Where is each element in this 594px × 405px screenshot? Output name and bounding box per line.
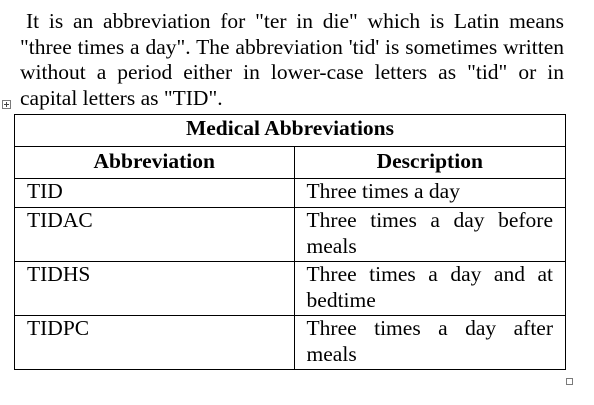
header-abbreviation: Abbreviation — [15, 147, 295, 179]
table-caption-row — [15, 115, 566, 147]
table-caption: Medical Abbreviations — [15, 115, 566, 147]
table-row — [15, 208, 566, 262]
cell-abbreviation: TIDPC — [15, 316, 295, 370]
table-row — [15, 262, 566, 316]
cell-description: Three times a day and at bedtime — [294, 262, 565, 316]
table-resize-handle-icon[interactable] — [566, 378, 573, 385]
cell-description: Three times a day — [294, 179, 565, 208]
table-row — [15, 179, 566, 208]
table-row — [15, 316, 566, 370]
table-header-row — [15, 147, 566, 179]
cell-abbreviation: TIDAC — [15, 208, 295, 262]
intro-paragraph: It is an abbreviation for "ter in die" which is Latin means "three times a day". The abbreviation 'tid' is sometimes written without a period either in lower-case letters as "tid" or in capital letters as "TID". — [20, 9, 564, 110]
header-description: Description — [294, 147, 565, 179]
cell-description: Three times a day after meals — [294, 316, 565, 370]
document-body — [20, 9, 564, 111]
cell-abbreviation: TID — [15, 179, 295, 208]
medical-abbreviations-table — [14, 114, 566, 370]
cell-abbreviation: TIDHS — [15, 262, 295, 316]
table-move-handle-icon[interactable] — [2, 100, 11, 109]
cell-description: Three times a day before meals — [294, 208, 565, 262]
